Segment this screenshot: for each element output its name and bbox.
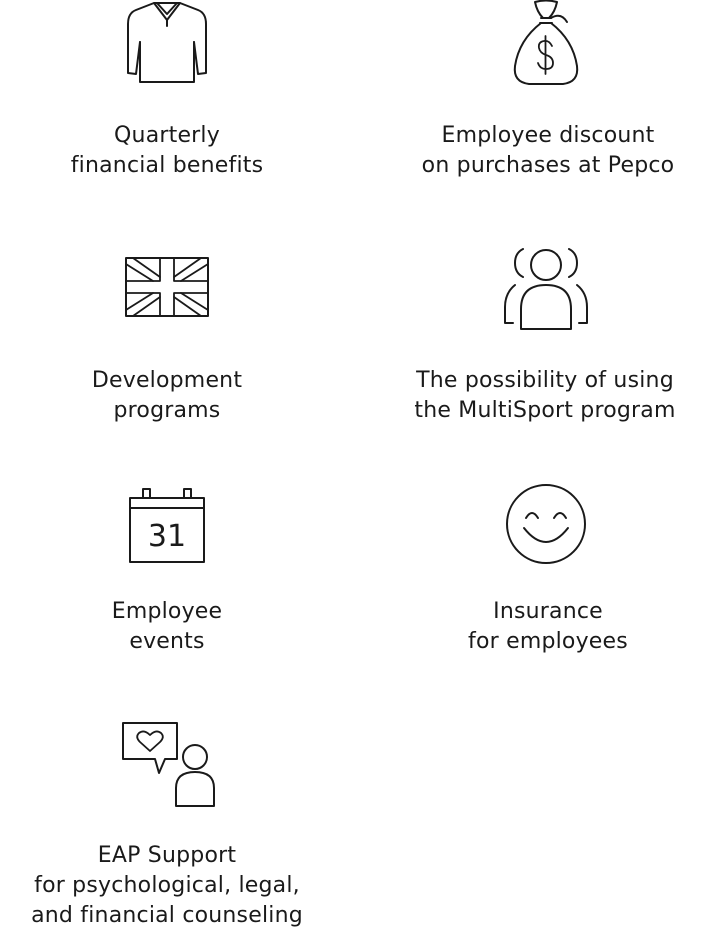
calendar-day: 31	[147, 519, 187, 554]
benefit-label	[398, 597, 698, 657]
sweater-icon	[124, 0, 210, 86]
benefit-label-line: for employees	[468, 629, 628, 654]
benefit-development-programs	[27, 240, 307, 440]
uk-flag-icon	[125, 257, 209, 317]
benefit-label-line: on purchases at Pepco	[421, 153, 675, 178]
benefit-label-line: EAP Support	[97, 843, 237, 868]
benefit-label-line: Employee discount	[441, 123, 655, 148]
benefit-label	[27, 597, 307, 657]
benefit-label-line: financial benefits	[70, 153, 264, 178]
group-people-icon	[503, 245, 589, 331]
benefit-label-line: events	[129, 629, 205, 654]
benefit-label	[27, 366, 307, 426]
benefit-label	[27, 121, 307, 181]
benefit-label-line: programs	[113, 398, 221, 423]
benefit-label	[7, 841, 327, 931]
calendar-icon	[127, 486, 207, 566]
benefit-label-line: The possibility of using	[416, 368, 674, 393]
benefit-label-line: and financial counseling	[31, 903, 303, 928]
benefit-label-line: for psychological, legal,	[34, 873, 300, 898]
benefit-label	[395, 366, 695, 426]
benefit-employee-discount	[398, 0, 698, 200]
benefit-label	[398, 121, 698, 181]
smiley-face-icon	[504, 482, 588, 566]
benefit-label-line: Quarterly	[114, 123, 220, 148]
benefit-eap-support	[7, 718, 327, 931]
benefit-label-line: Insurance	[493, 599, 603, 624]
benefit-label-line: Employee	[111, 599, 223, 624]
money-bag-icon	[511, 0, 581, 86]
benefit-label-line: Development	[91, 368, 243, 393]
benefit-multisport	[395, 240, 695, 440]
benefit-label-line: the MultiSport program	[414, 398, 676, 423]
benefit-employee-events	[27, 480, 307, 680]
benefit-quarterly-financial	[27, 0, 307, 200]
person-heart-speech-icon	[120, 720, 216, 810]
benefit-insurance	[398, 480, 698, 680]
